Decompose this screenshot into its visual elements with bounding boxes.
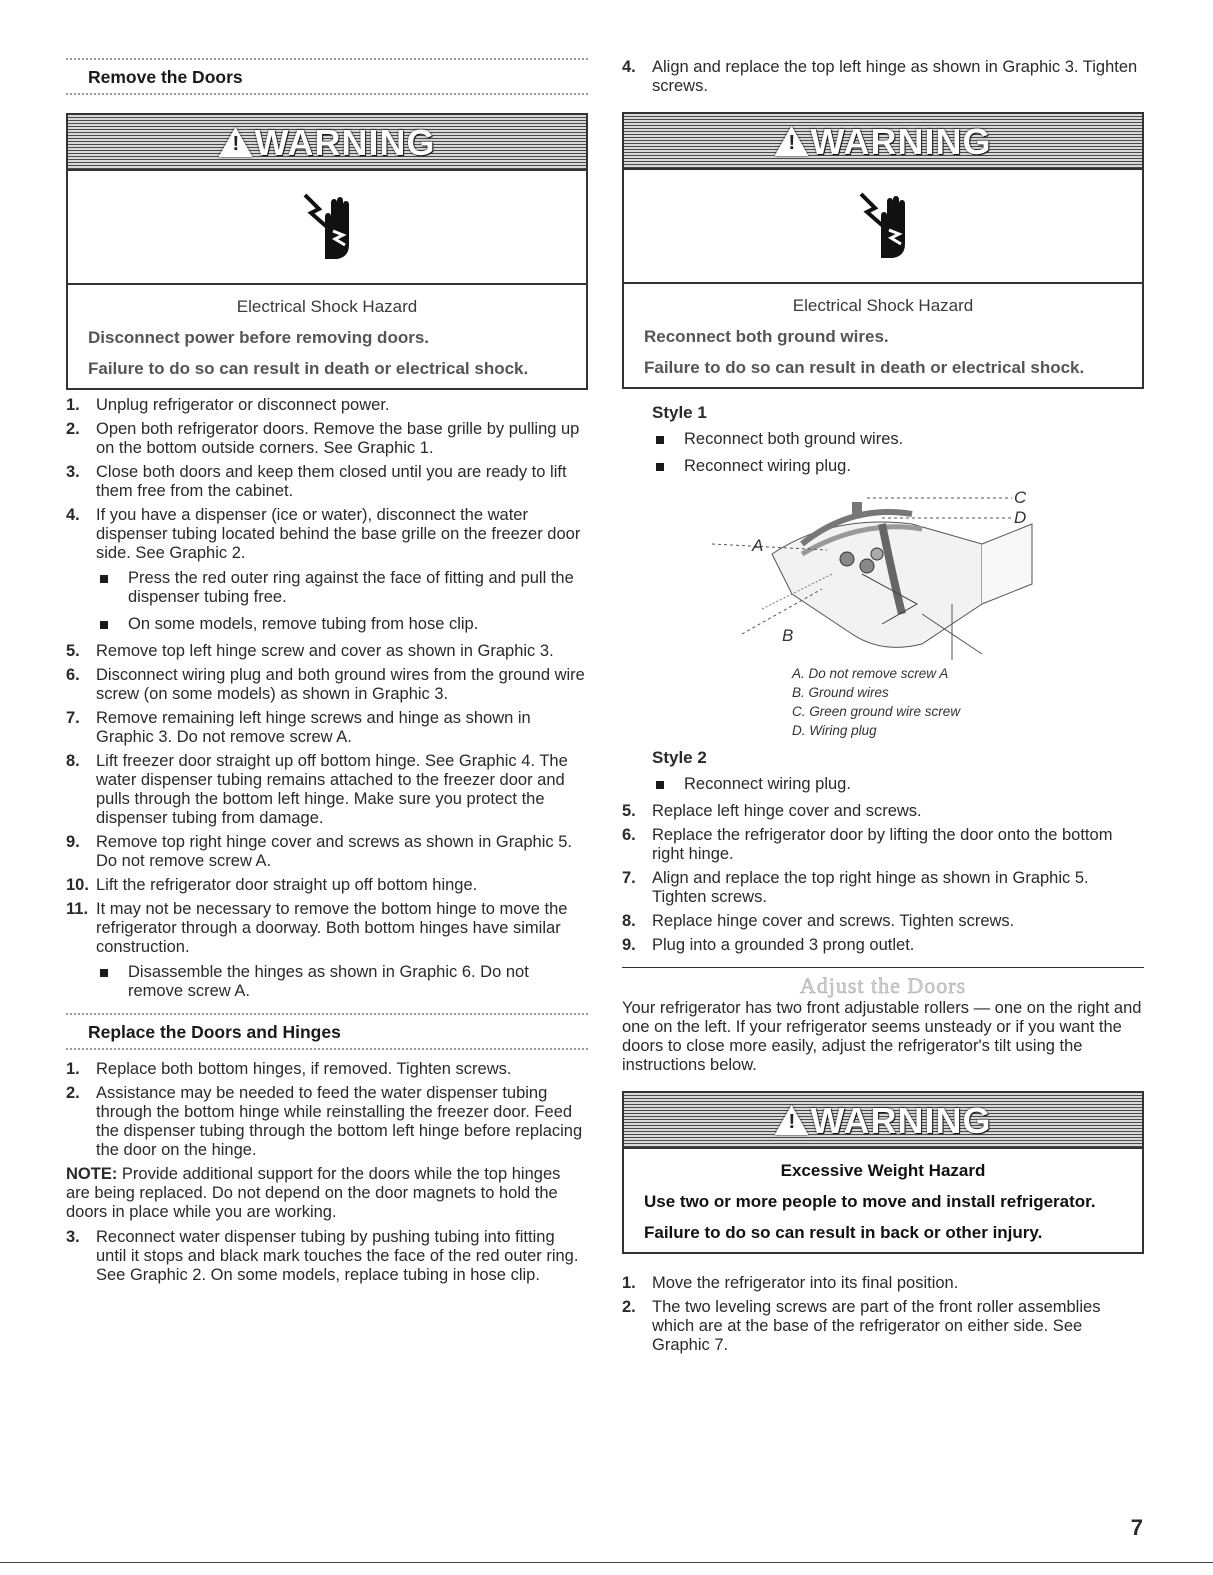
adjust-intro-paragraph: Your refrigerator has two front adjustable rollers — one on the right and one on the left. If your refrigerator seems unsteady or if you want the doors to close more easily, adjust the refrigerator's tilt using the instructions below. [622,999,1142,1074]
warning-box-shock-remove [66,113,588,390]
replace-steps [66,1060,588,1160]
list-item: 11. It may not be necessary to remove the bottom hinge to move the refrigerator through a doorway. Both bottom hinges have similar construction. Disassemble the hinges as shown in Graphic 6. Do not remove screw A. [66,900,588,1001]
list-item: 9. Remove top right hinge cover and screws as shown in Graphic 5. Do not remove screw A. [66,833,572,870]
bullet-item: On some models, remove tubing from hose clip. [96,615,588,634]
section-title-remove-doors: Remove the Doors [88,67,243,87]
section-title-adjust-doors: Adjust the Doors [799,973,967,998]
section-title-replace-doors: Replace the Doors and Hinges [88,1022,341,1042]
shock-hazard-hand-icon [853,186,913,266]
warning-banner: ! WARNING [68,115,586,171]
list-item: 2. Assistance may be needed to feed the water dispenser tubing through the bottom hinge while reinstalling the freezer door. Feed the dispenser tubing through the bottom left hinge before replacing the door on the hinge. [66,1084,583,1159]
bullet-item: Press the red outer ring against the face of fitting and pull the dispenser tubing free. [96,569,588,607]
diagram-label-a: A [752,536,764,555]
list-item: 4. Align and replace the top left hinge as shown in Graphic 3. Tighten screws. [622,58,1138,95]
list-item: 1. Move the refrigerator into its final position. [622,1274,959,1292]
diagram-legend: A. Do not remove screw A B. Ground wires C. Green ground wire screw D. Wiring plug [792,666,961,738]
bullet-item: Reconnect both ground wires. [652,430,1144,449]
remove-steps [66,396,588,1001]
warning-triangle-icon: ! [775,126,809,156]
list-item: 7. Remove remaining left hinge screws and hinge as shown in Graphic 3. Do not remove screw A. [66,709,531,746]
bullet-item: Disassemble the hinges as shown in Graphic 6. Do not remove screw A. [96,963,588,1001]
style-2-heading: Style 2 [652,748,707,767]
list-item: 10. Lift the refrigerator door straight up off bottom hinge. [66,876,478,894]
ground-wire-diagram [652,484,1144,660]
list-item: 5. Replace left hinge cover and screws. [622,802,922,820]
list-item: 6. Replace the refrigerator door by lifting the door onto the bottom right hinge. [622,826,1113,863]
bullet-item: Reconnect wiring plug. [652,775,1144,794]
warning-banner: ! WARNING [624,114,1142,170]
list-item: 4. If you have a dispenser (ice or water), disconnect the water dispenser tubing located behind the base grille on the freezer door side. See Graphic 2. Press the red outer ring against the face of fitting and pull the dispenser tubing free. On some models, remove tubing from hose clip. [66,506,588,634]
right-column [622,58,1144,1360]
list-item: 3. Reconnect water dispenser tubing by pushing tubing into fitting until it stops and black mark touches the face of the red outer ring. See Graphic 2. On some models, replace tubing in hose clip. [66,1228,579,1284]
list-item: 8. Lift freezer door straight up off bottom hinge. See Graphic 4. The water dispenser tubing remains attached to the freezer door and pulls through the bottom left hinge. Make sure you protect the dispenser tubing from damage. [66,752,568,827]
list-item: 2. Open both refrigerator doors. Remove the base grille by pulling up on the bottom outside corners. See Graphic 1. [66,420,580,457]
warning-banner: ! WARNING [624,1093,1142,1149]
hinge-wiring-illustration [652,484,1072,660]
warning-line: Failure to do so can result in back or other injury. [644,1223,1043,1242]
diagram-label-c: C [1014,488,1027,507]
warning-line: Reconnect both ground wires. [644,327,889,346]
footer-rule [0,1562,1213,1563]
bullet-item: Reconnect wiring plug. [652,457,1144,476]
left-column [66,58,588,1290]
replace-doors-header [66,1013,588,1050]
list-item: 7. Align and replace the top right hinge as shown in Graphic 5. Tighten screws. [622,869,1089,906]
warning-box-shock-reconnect [622,112,1144,389]
list-item: 1. Unplug refrigerator or disconnect power. [66,396,390,414]
note-paragraph: NOTE: Provide additional support for the doors while the top hinges are being replaced. Do not depend on the door magnets to hold the doors in place while you are working. [66,1165,561,1221]
remove-doors-header [66,58,588,95]
shock-hazard-hand-icon [297,187,357,267]
list-item: 9. Plug into a grounded 3 prong outlet. [622,936,915,954]
list-item: 1. Replace both bottom hinges, if removed. Tighten screws. [66,1060,512,1078]
page-number: 7 [1130,1515,1143,1540]
warning-line: Use two or more people to move and install refrigerator. [644,1192,1096,1211]
diagram-label-d: D [1014,508,1027,527]
warning-heading: Electrical Shock Hazard [792,296,974,315]
list-item: 3. Close both doors and keep them closed until you are ready to lift them free from the cabinet. [66,463,567,500]
style-1-heading: Style 1 [652,403,707,422]
warning-box-weight [622,1091,1144,1254]
warning-triangle-icon: ! [219,127,253,157]
warning-line: Failure to do so can result in death or electrical shock. [644,358,1085,377]
diagram-label-b: B [782,626,794,645]
warning-line: Failure to do so can result in death or electrical shock. [88,359,529,378]
list-item: 8. Replace hinge cover and screws. Tighten screws. [622,912,1015,930]
warning-heading: Excessive Weight Hazard [780,1161,986,1180]
list-item: 6. Disconnect wiring plug and both ground wires from the ground wire screw (on some models) as shown in Graphic 3. [66,666,585,703]
warning-triangle-icon: ! [775,1105,809,1135]
list-item: 2. The two leveling screws are part of the front roller assemblies which are at the base of the refrigerator on either side. See Graphic 7. [622,1298,1101,1354]
list-item: 5. Remove top left hinge screw and cover as shown in Graphic 3. [66,642,554,660]
section-divider [622,967,1144,968]
warning-line: Disconnect power before removing doors. [88,328,430,347]
warning-heading: Electrical Shock Hazard [236,297,418,316]
